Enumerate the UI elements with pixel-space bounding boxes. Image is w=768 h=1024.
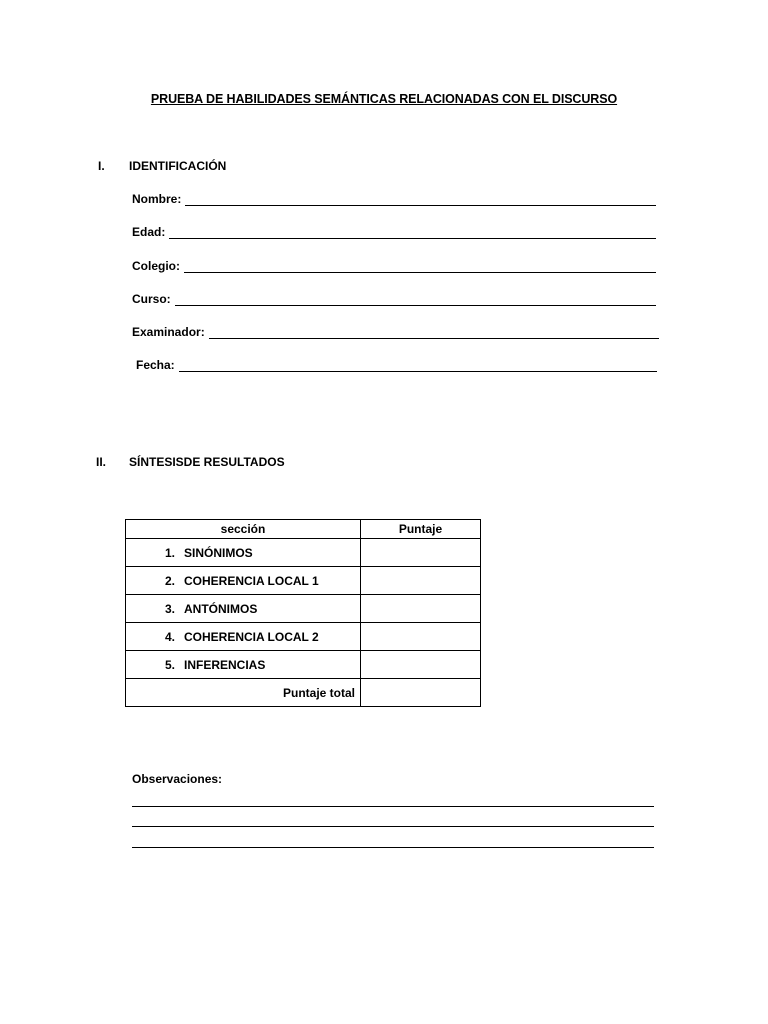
row-label: COHERENCIA LOCAL 2 [184, 629, 319, 644]
row-section-cell [126, 567, 361, 595]
table-row [126, 651, 481, 679]
row-number: 4. [164, 629, 175, 644]
score-cell[interactable] [361, 651, 481, 679]
row-number: 5. [164, 657, 175, 672]
results-header-row [126, 520, 481, 539]
field-edad[interactable] [132, 223, 656, 239]
field-colegio-line[interactable] [184, 260, 656, 273]
field-fecha[interactable] [136, 356, 657, 372]
row-number: 2. [164, 573, 175, 588]
field-examinador[interactable] [132, 323, 659, 339]
field-nombre[interactable] [132, 190, 656, 206]
field-nombre-line[interactable] [185, 193, 656, 206]
score-cell[interactable] [361, 623, 481, 651]
row-number: 1. [164, 545, 175, 560]
row-label: INFERENCIAS [184, 657, 266, 672]
score-cell[interactable] [361, 567, 481, 595]
score-cell[interactable] [361, 595, 481, 623]
field-colegio-label: Colegio: [132, 259, 180, 273]
section-1-heading: IDENTIFICACIÓN [129, 159, 227, 173]
row-label: COHERENCIA LOCAL 1 [184, 573, 319, 588]
observations-line-2[interactable] [132, 826, 654, 827]
observations-line-1[interactable] [132, 806, 654, 807]
field-fecha-line[interactable] [179, 359, 657, 372]
total-row [126, 679, 481, 707]
total-label: Puntaje total [126, 679, 361, 707]
total-score-cell[interactable] [361, 679, 481, 707]
row-section-cell [126, 595, 361, 623]
results-table [125, 519, 481, 707]
document-title: PRUEBA DE HABILIDADES SEMÁNTICAS RELACIONADAS CON EL DISCURSO [150, 92, 618, 106]
score-cell[interactable] [361, 539, 481, 567]
table-row [126, 539, 481, 567]
field-nombre-label: Nombre: [132, 192, 182, 206]
row-label: ANTÓNIMOS [184, 601, 258, 616]
field-curso-line[interactable] [175, 293, 656, 306]
field-examinador-line[interactable] [209, 326, 659, 339]
field-curso[interactable] [132, 290, 656, 306]
col-header-section: sección [126, 520, 361, 539]
section-2-heading: SÍNTESISDE RESULTADOS [129, 455, 285, 469]
field-edad-line[interactable] [169, 226, 656, 239]
section-2-number: II. [96, 455, 107, 469]
field-examinador-label: Examinador: [132, 325, 205, 339]
col-header-score: Puntaje [361, 520, 481, 539]
field-edad-label: Edad: [132, 225, 166, 239]
table-row [126, 595, 481, 623]
observations-line-3[interactable] [132, 847, 654, 848]
row-label: SINÓNIMOS [184, 545, 253, 560]
observations-label: Observaciones: [132, 772, 223, 786]
field-curso-label: Curso: [132, 292, 171, 306]
row-section-cell [126, 651, 361, 679]
table-row [126, 623, 481, 651]
table-row [126, 567, 481, 595]
section-1-number: I. [98, 159, 105, 173]
row-section-cell [126, 623, 361, 651]
row-section-cell [126, 539, 361, 567]
row-number: 3. [164, 601, 175, 616]
field-fecha-label: Fecha: [136, 358, 175, 372]
field-colegio[interactable] [132, 257, 656, 273]
